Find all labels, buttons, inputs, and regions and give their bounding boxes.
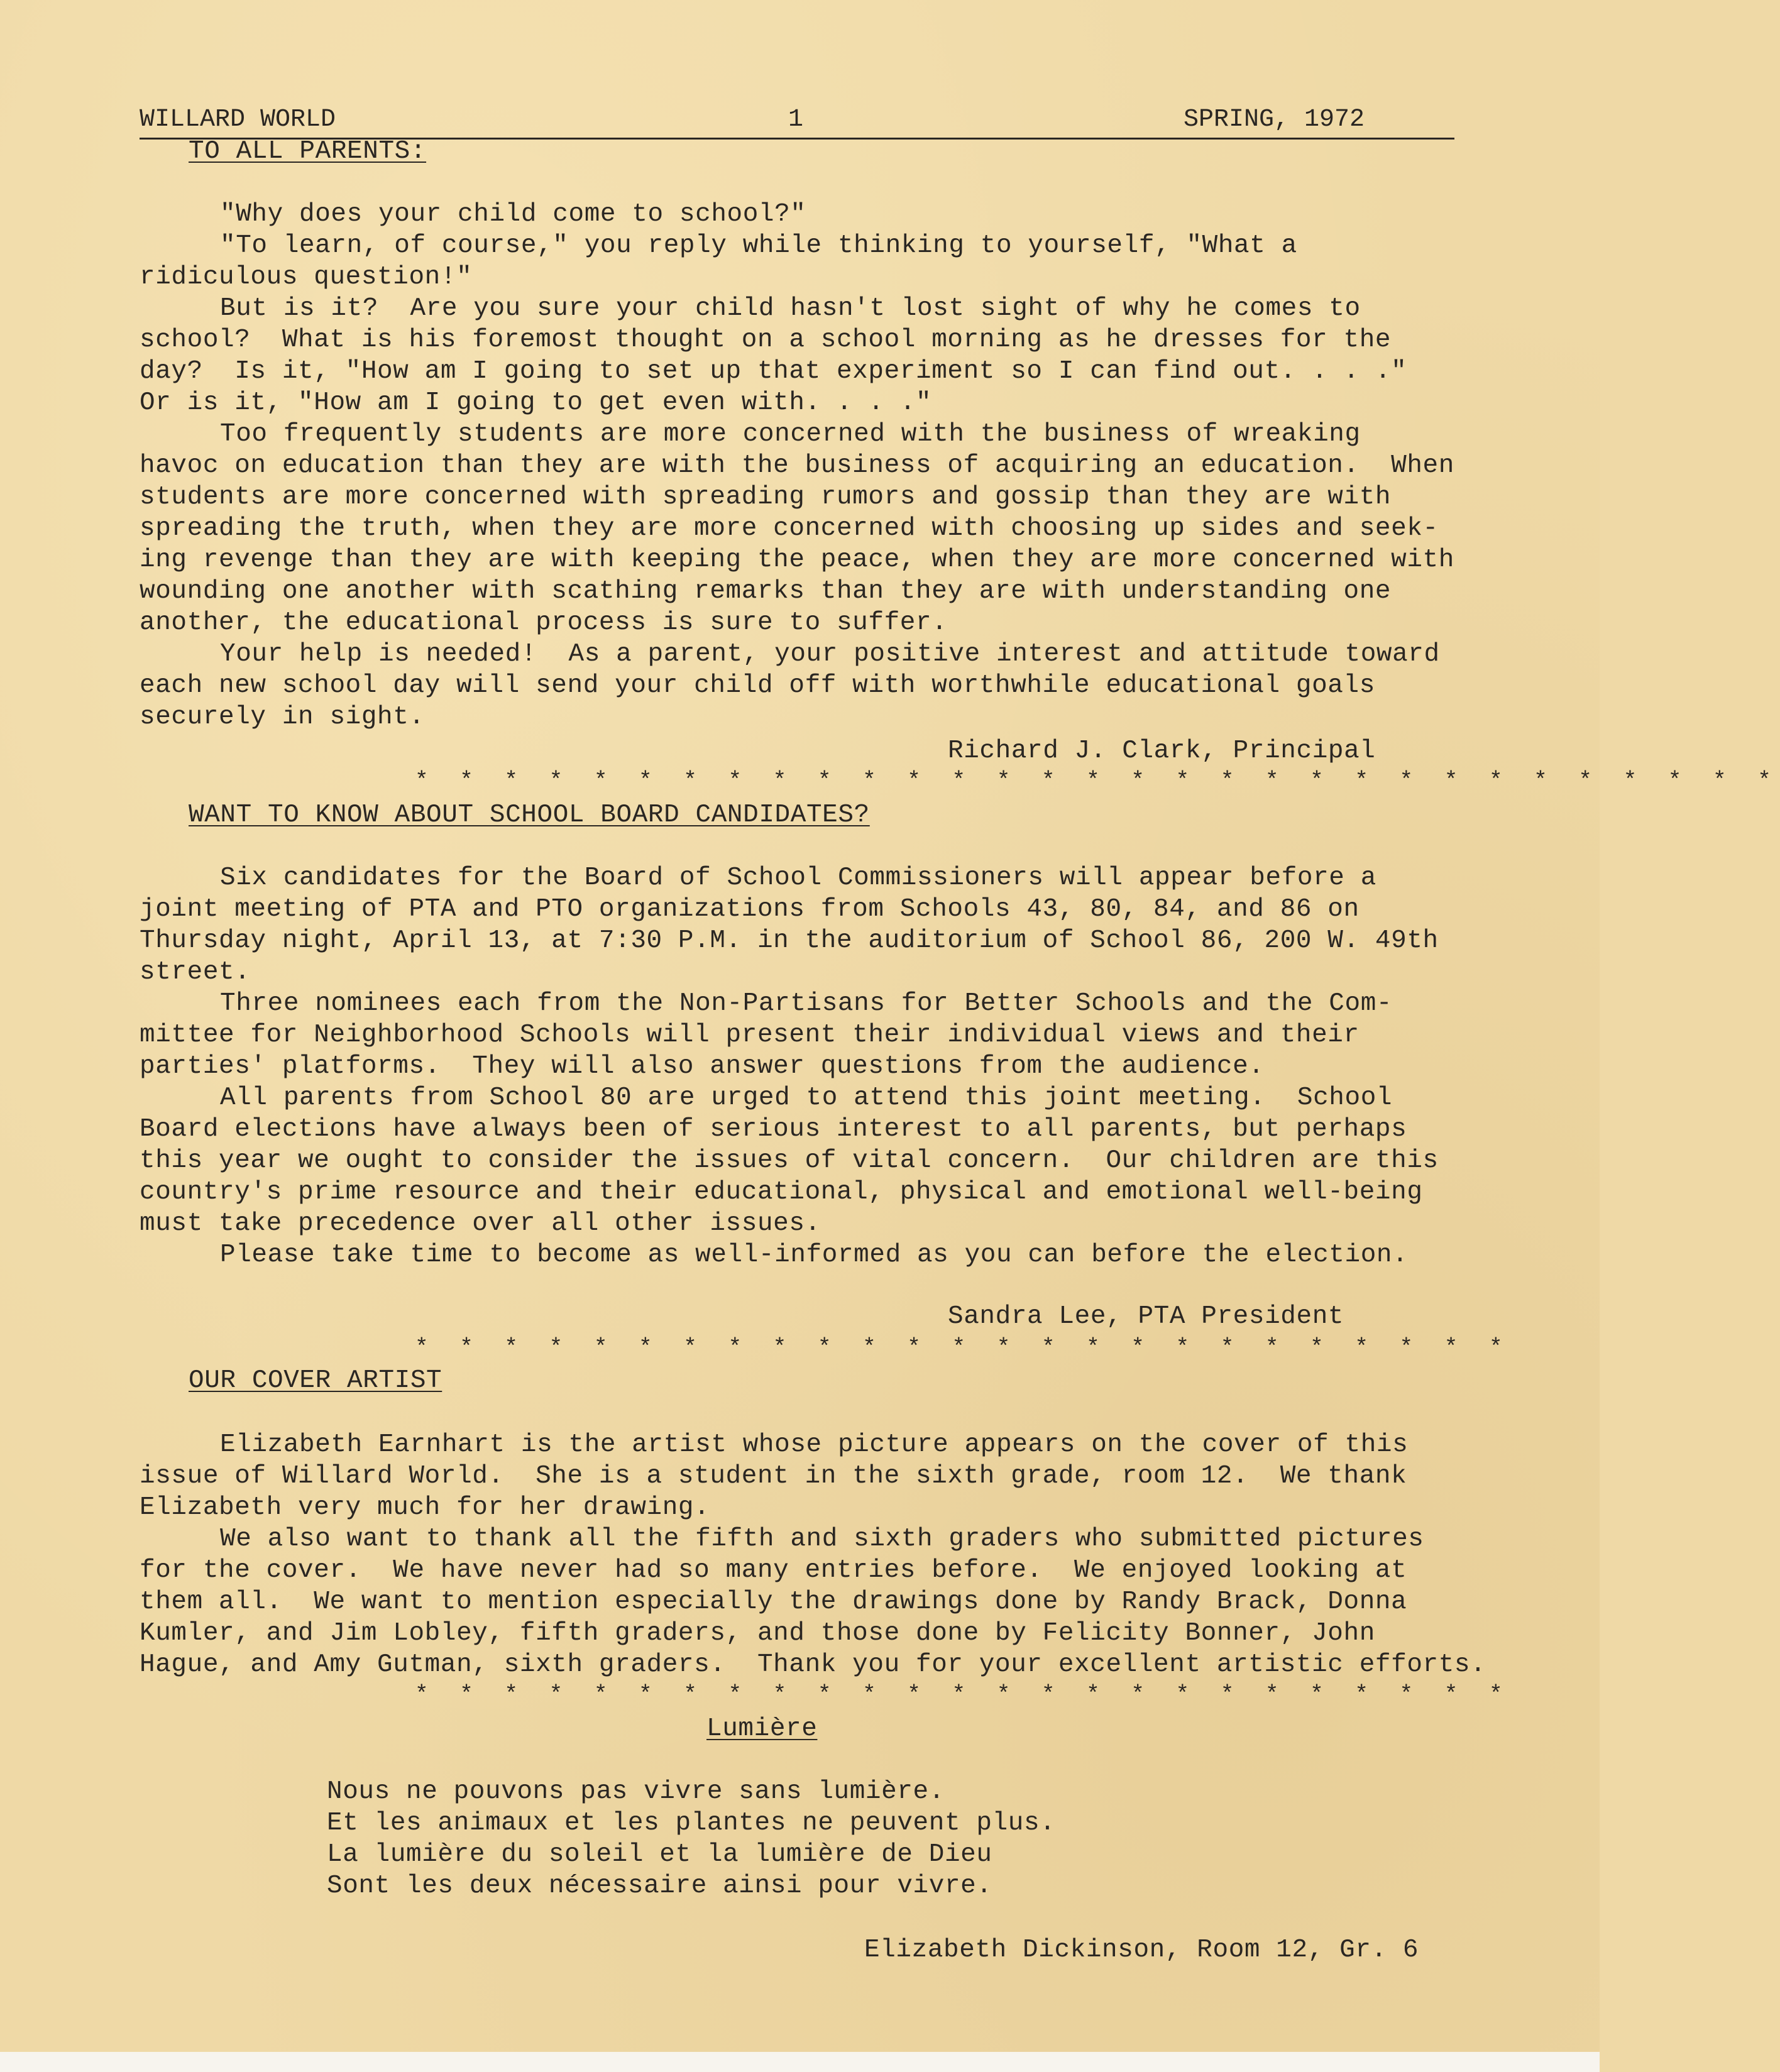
text-line: Six candidates for the Board of School Commissioners will appear before a — [220, 863, 1376, 892]
text-line: this year we ought to consider the issues of vital concern. Our children are this — [140, 1146, 1439, 1175]
poem-author: Elizabeth Dickinson, Room 12, Gr. 6 — [864, 1936, 1419, 1965]
signature-principal: Richard J. Clark, Principal — [948, 737, 1376, 765]
text-line: "Why does your child come to school?" — [220, 200, 806, 229]
header-page-number: 1 — [788, 106, 804, 134]
text-line: All parents from School 80 are urged to attend this joint meeting. School — [220, 1083, 1393, 1112]
text-line: mittee for Neighborhood Schools will present their individual views and their — [140, 1021, 1360, 1050]
text-line: "To learn, of course," you reply while thinking to yourself, "What a — [220, 231, 1297, 260]
poem-line: Et les animaux et les plantes ne peuvent plus. — [327, 1809, 1056, 1838]
text-line: Or is it, "How am I going to get even with. . . ." — [140, 388, 932, 417]
text-line: Thursday night, April 13, at 7:30 P.M. in the auditorium of School 86, 200 W. 49th — [140, 926, 1439, 955]
text-line: Kumler, and Jim Lobley, fifth graders, and those done by Felicity Bonner, John — [140, 1619, 1375, 1648]
text-line: day? Is it, "How am I going to set up that experiment so I can find out. . . ." — [140, 357, 1407, 386]
text-line: street. — [140, 958, 251, 987]
text-line: Please take time to become as well-informed as you can before the election. — [220, 1241, 1409, 1269]
text-line: spreading the truth, when they are more concerned with choosing up sides and seek- — [140, 514, 1439, 543]
text-line: We also want to thank all the fifth and sixth graders who submitted pictures — [220, 1525, 1424, 1554]
text-line: Elizabeth Earnhart is the artist whose picture appears on the cover of this — [220, 1430, 1409, 1459]
text-line: havoc on education than they are with the business of acquiring an education. When — [140, 451, 1454, 480]
text-line: them all. We want to mention especially the drawings done by Randy Brack, Donna — [140, 1587, 1407, 1616]
separator-stars: * * * * * * * * * * * * * * * * * * * * * * * * * — [415, 1335, 1512, 1361]
text-line: each new school day will send your child off with worthwhile educational goals — [140, 671, 1375, 700]
poem-title: Lumière — [706, 1714, 818, 1743]
separator-stars: * * * * * * * * * * * * * * * * * * * * * * * * * — [415, 1682, 1512, 1707]
text-line: securely in sight. — [140, 703, 425, 732]
text-line: parties' platforms. They will also answer questions from the audience. — [140, 1052, 1265, 1081]
section-title-cover-artist: OUR COVER ARTIST — [189, 1366, 442, 1395]
header-publication: WILLARD WORLD — [140, 106, 336, 134]
text-line: Too frequently students are more concerned with the business of wreaking — [220, 420, 1361, 449]
text-line: Elizabeth very much for her drawing. — [140, 1493, 710, 1522]
header-issue: SPRING, 1972 — [1184, 106, 1365, 134]
text-line: school? What is his foremost thought on a school morning as he dresses for the — [140, 326, 1392, 354]
text-line: must take precedence over all other issues. — [140, 1209, 821, 1238]
poem-line: La lumière du soleil et la lumière de Dieu — [327, 1840, 992, 1869]
poem-line: Nous ne pouvons pas vivre sans lumière. — [327, 1777, 945, 1806]
text-line: ridiculous question!" — [140, 263, 473, 292]
text-line: issue of Willard World. She is a student in the sixth grade, room 12. We thank — [140, 1462, 1407, 1491]
text-line: for the cover. We have never had so many entries before. We enjoyed looking at — [140, 1556, 1407, 1585]
text-line: wounding one another with scathing remarks than they are with understanding one — [140, 577, 1392, 606]
section-title-parents: TO ALL PARENTS: — [189, 137, 427, 166]
text-line: students are more concerned with spreading rumors and gossip than they are with — [140, 483, 1392, 512]
text-line: joint meeting of PTA and PTO organizations from Schools 43, 80, 84, and 86 on — [140, 895, 1360, 924]
scan-edge — [0, 2052, 1600, 2072]
section-title-board: WANT TO KNOW ABOUT SCHOOL BOARD CANDIDATES? — [189, 801, 870, 830]
text-line: Board elections have always been of serious interest to all parents, but perhaps — [140, 1115, 1407, 1144]
text-line: Your help is needed! As a parent, your positive interest and attitude toward — [220, 640, 1440, 669]
text-line: Three nominees each from the Non-Partisans for Better Schools and the Com- — [220, 989, 1393, 1018]
text-line: country's prime resource and their educational, physical and emotional well-being — [140, 1178, 1423, 1207]
text-line: ing revenge than they are with keeping the peace, when they are more concerned with — [140, 545, 1454, 574]
signature-pta-president: Sandra Lee, PTA President — [948, 1302, 1344, 1331]
text-line: Hague, and Amy Gutman, sixth graders. Thank you for your excellent artistic efforts. — [140, 1650, 1486, 1679]
text-line: another, the educational process is sure to suffer. — [140, 608, 948, 637]
separator-stars: * * * * * * * * * * * * * * * * * * * * * * * * * * * * * * * — [415, 768, 1780, 794]
text-line: But is it? Are you sure your child hasn't lost sight of why he comes to — [220, 294, 1361, 323]
poem-line: Sont les deux nécessaire ainsi pour vivre. — [327, 1872, 992, 1900]
